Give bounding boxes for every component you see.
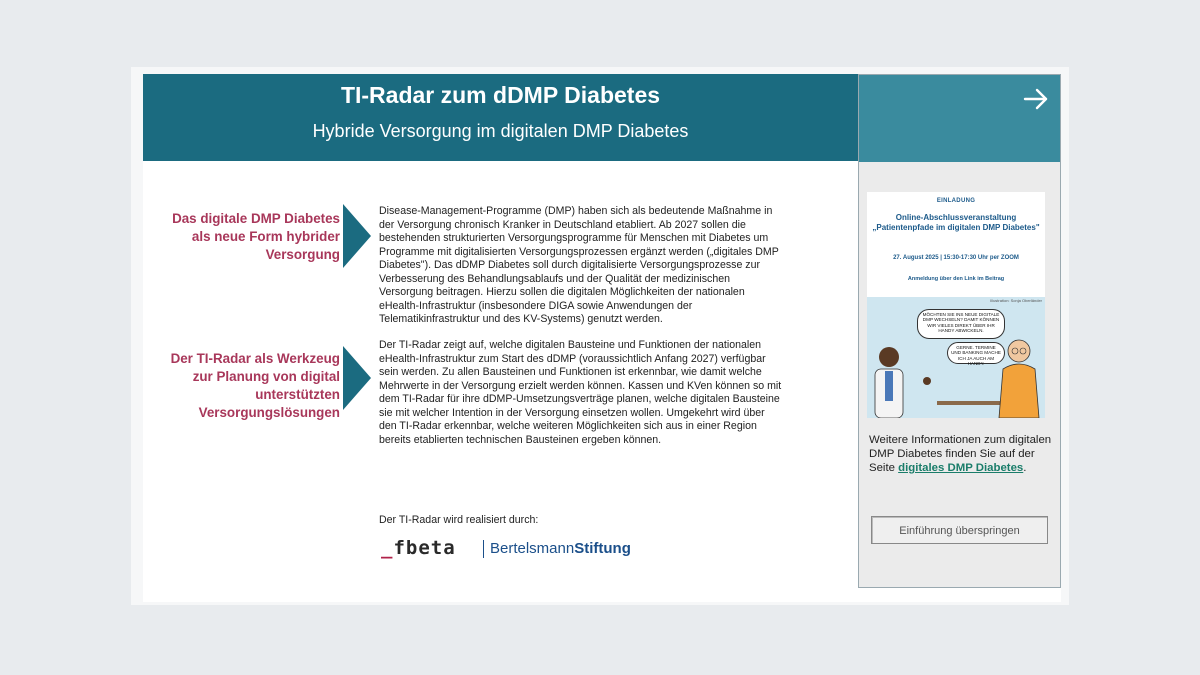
invitation-banner[interactable] (867, 192, 1045, 418)
section-text-ti-radar: Der TI-Radar zeigt auf, welche digitalen Bausteine und Funktionen der nationalen eHealth-Infrastruktur zum Start des dDMP (voraussichtlich Anfang 2027) verfügbar sein werden. Zu allen Bausteinen und Funktionen ist erkennbar, wie damit welche Mehrwerte in der Versorgung erzielt werden können. Kassen und KVen können so mit dem TI-Radar für ihre dDMP-Umsetzungsverträge planen, welche digitalen Bausteine sie mit welcher Intention in der Versorgung einsetzen wollen. Umgekehrt wird über den TI-Radar erkennbar, welche weiteren Möglichkeiten sich aus in einer Region bereits etablierten technischen Bausteinen ergeben können. (379, 339, 782, 446)
invitation-title: Online-Abschlussveranstaltung „Patientenpfade im digitalen DMP Diabetes" (872, 213, 1040, 232)
report-page (143, 74, 1061, 602)
comic-illustration (867, 297, 1045, 418)
page-subtitle: Hybride Versorgung im digitalen DMP Diabetes (312, 121, 689, 141)
sidebar-header (859, 75, 1060, 162)
speech-bubble-doctor: MÖCHTEN SIE INS NEUE DIGITALE DMP WECHSELN? DAMIT KÖNNEN WIR VIELES DIREKT ÜBER IHR HANDY ABWICKELN. (917, 309, 1005, 339)
page-header (143, 74, 858, 161)
section-text-ddmp: Disease-Management-Programme (DMP) haben sich als bedeutende Maßnahme in der Versorgung chronisch Kranker in Deutschland etabliert. Ab 2027 sollen die bestehenden strukturierten Versorgungsprogramme für Menschen mit Diabetes um Programme mit digitalisierten Versorgungsprozessen ergänzt werden („digitales DMP Diabetes"). Das dDMP Diabetes soll durch digitalisierte Versorgungsprozesse zur Verbesserung des Behandlungsablaufs und der Qualität der medizinischen Versorgung beitragen. Hierzu sollen die digitalen Möglichkeiten der nationalen eHealth-Infrastruktur (insbesondere DIGA sowie Anwendungen der Telematikinfrastruktur und des KV-Systems) genutzt werden. (379, 205, 779, 325)
arrow-right-icon[interactable] (1022, 85, 1050, 113)
fbeta-logo: _fbeta (381, 537, 456, 559)
sidebar-info-text: Weitere Informationen zum digitalen DMP Diabetes finden Sie auf der Seite (869, 434, 1052, 474)
invitation-label: EINLADUNG (936, 198, 976, 204)
speech-bubble-patient: GERNE. TERMINE UND BANKING MACHE ICH JA AUCH AM HANDY. (947, 342, 1005, 364)
section-label-ddmp: Das digitale DMP Diabetes als neue Form hybrider Versorgung (172, 211, 340, 262)
ddmp-link[interactable]: digitales DMP Diabetes (898, 462, 1024, 474)
bertelsmann-stiftung-logo: BertelsmannStiftung (483, 540, 631, 558)
realized-by-label: Der TI-Radar wird realisiert durch: (379, 514, 539, 526)
skip-intro-button[interactable]: Einführung überspringen (871, 516, 1048, 544)
sidebar-info: Weitere Informationen zum digitalen DMP Diabetes finden Sie auf der Seite digitales DMP Diabetes. (869, 434, 1052, 474)
section-label-ti-radar: Der TI-Radar als Werkzeug zur Planung von digital unterstützten Versorgungslösungen (170, 351, 340, 420)
invitation-registration: Anmeldung über den Link im Beitrag (907, 276, 1005, 282)
sidebar-panel (858, 74, 1061, 588)
illustration-credit: Illustration: Sonja Oberländer (990, 298, 1042, 303)
chevron-right-icon (343, 204, 371, 268)
invitation-date: 27. August 2025 | 15:30-17:30 Uhr per ZOOM (893, 255, 1019, 261)
page-title: TI-Radar zum dDMP Diabetes (340, 82, 661, 108)
chevron-right-icon (343, 346, 371, 410)
